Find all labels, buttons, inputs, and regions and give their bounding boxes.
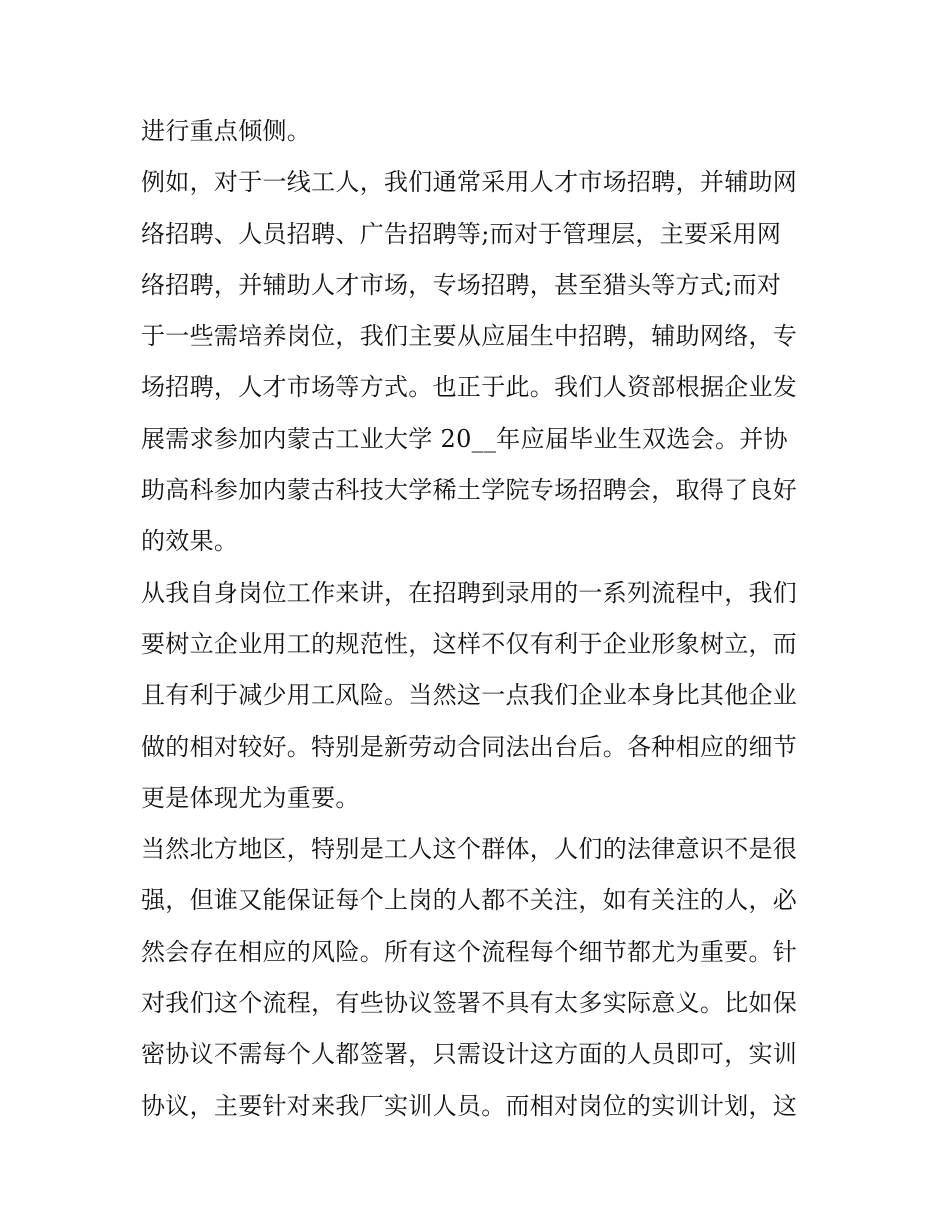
text-line: 要树立企业用工的规范性，这样不仅有利于企业形象树立，而 <box>141 629 798 658</box>
text-line: 展需求参加内蒙古工业大学 20__年应届毕业生双选会。并协 <box>141 424 788 453</box>
text-line: 更是体现尤为重要。 <box>141 783 360 812</box>
text-line: 助高科参加内蒙古科技大学稀土学院专场招聘会，取得了良好 <box>141 476 798 505</box>
text-line: 进行重点倾侧。 <box>141 117 312 145</box>
text-line: 强，但谁又能保证每个上岗的人都不关注，如有关注的人，必 <box>141 886 798 915</box>
text-line: 协议，主要针对来我厂实训人员。而相对岗位的实训计划，这 <box>141 1091 798 1120</box>
text-line: 络招聘，并辅助人才市场，专场招聘，甚至猎头等方式;而对 <box>141 270 782 299</box>
text-line: 络招聘、人员招聘、广告招聘等;而对于管理层，主要采用网 <box>141 219 782 248</box>
text-line: 且有利于减少用工风险。当然这一点我们企业本身比其他企业 <box>141 681 798 710</box>
text-line: 然会存在相应的风险。所有这个流程每个细节都尤为重要。针 <box>141 937 798 966</box>
text-line: 的效果。 <box>141 527 239 556</box>
text-line: 对我们这个流程，有些协议签署不具有太多实际意义。比如保 <box>141 989 798 1018</box>
text-line: 做的相对较好。特别是新劳动合同法出台后。各种相应的细节 <box>141 732 798 761</box>
text-line: 密协议不需每个人都签署，只需设计这方面的人员即可，实训 <box>141 1040 798 1069</box>
text-line: 于一些需培养岗位，我们主要从应届生中招聘，辅助网络，专 <box>141 322 798 351</box>
text-line: 当然北方地区，特别是工人这个群体，人们的法律意识不是很 <box>141 835 798 864</box>
text-line: 场招聘，人才市场等方式。也正于此。我们人资部根据企业发 <box>141 373 798 402</box>
text-line: 例如，对于一线工人，我们通常采用人才市场招聘，并辅助网 <box>141 168 798 197</box>
body-text <box>141 106 821 1132</box>
text-line: 从我自身岗位工作来讲，在招聘到录用的一系列流程中，我们 <box>141 578 798 607</box>
